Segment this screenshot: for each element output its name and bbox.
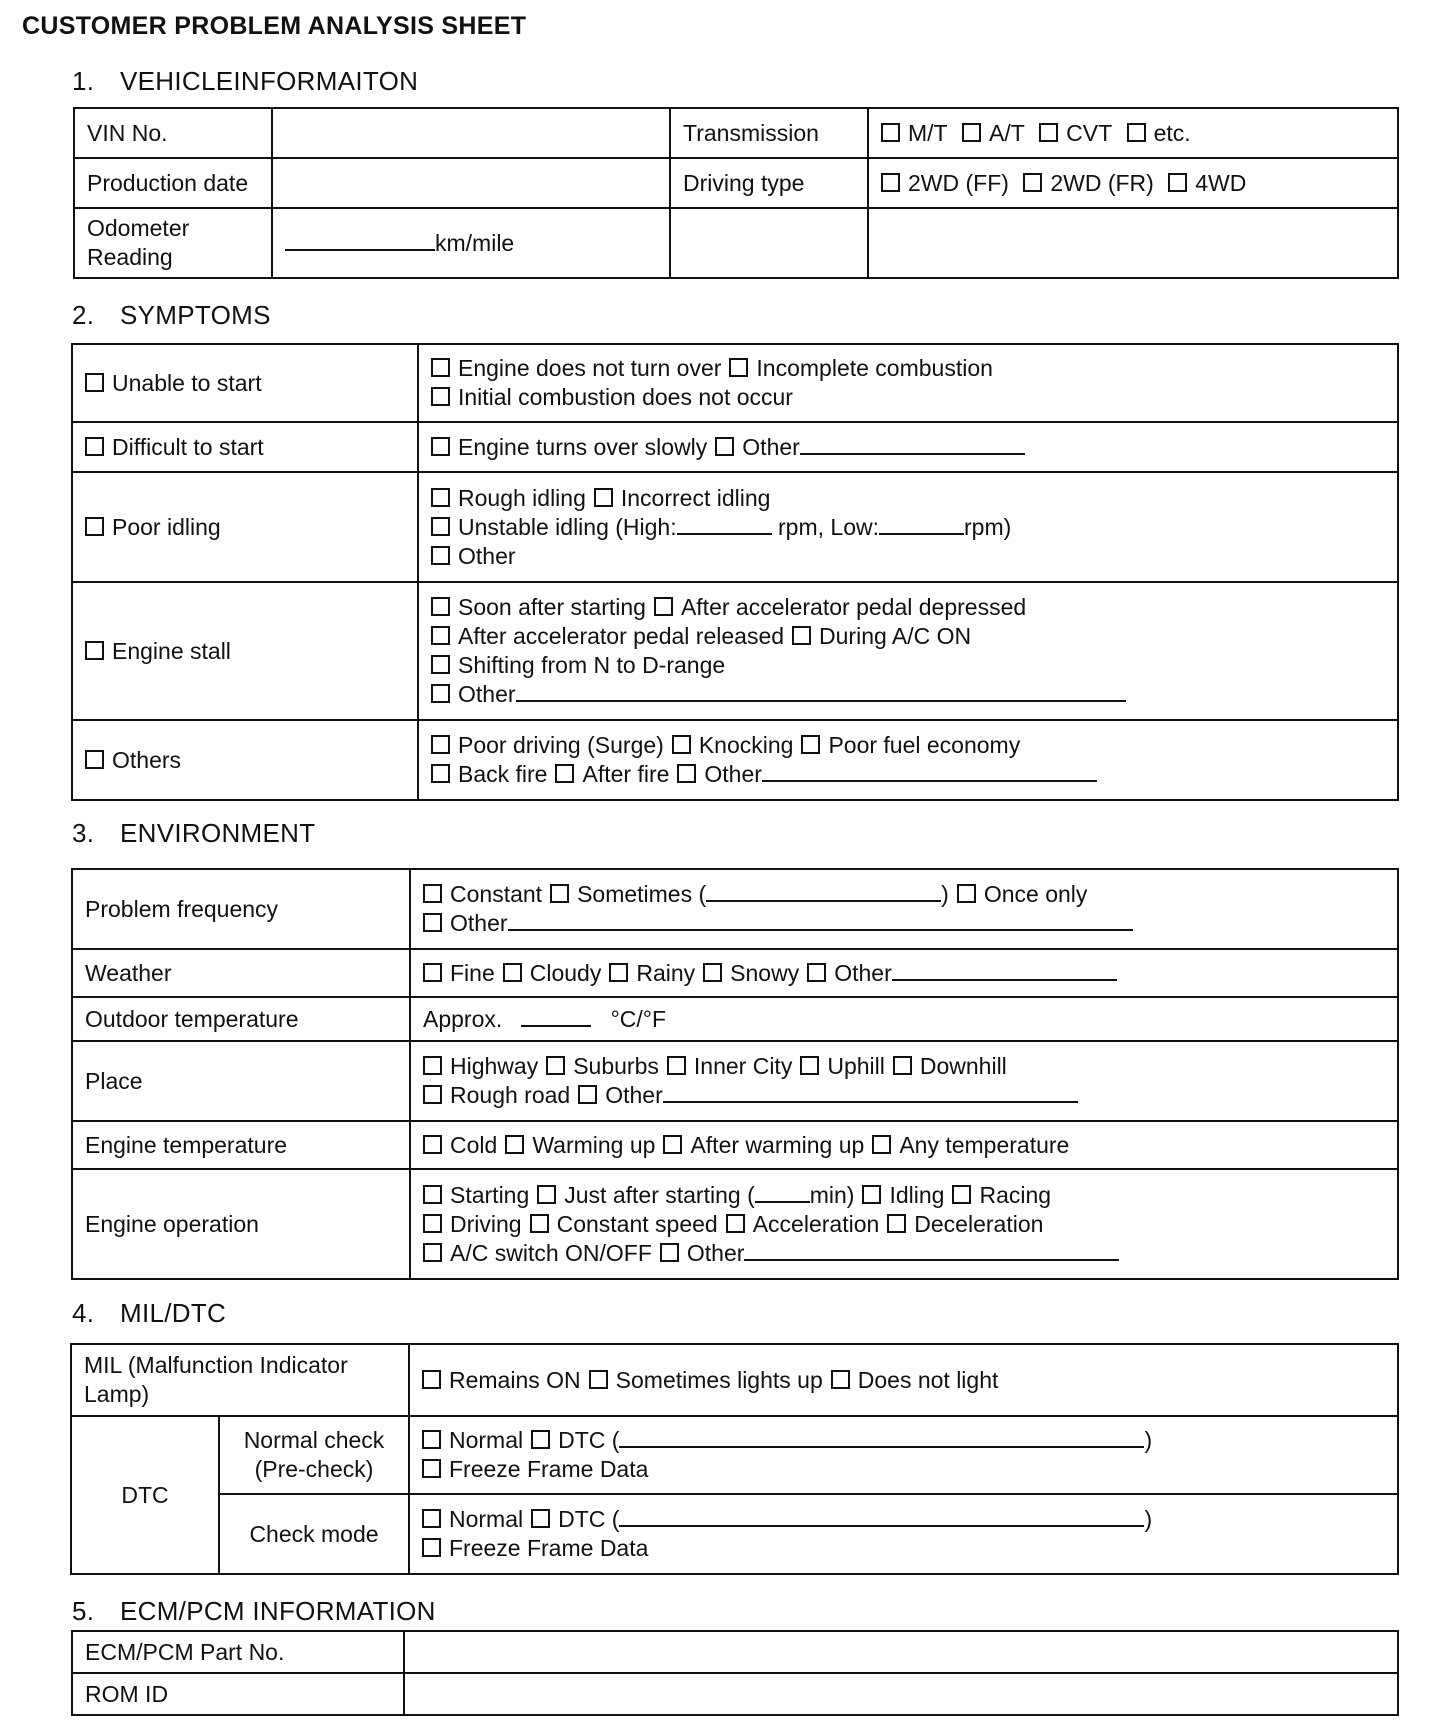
checkbox-others[interactable]: Others	[72, 720, 418, 800]
section-heading-environment: 3. ENVIRONMENT	[72, 818, 316, 848]
checkbox-back-fire[interactable]: Back fire	[431, 761, 547, 787]
checkbox-acceleration[interactable]: Acceleration	[726, 1211, 880, 1237]
others-options	[418, 720, 1398, 800]
odometer-field[interactable]: km/mile	[272, 208, 670, 278]
checkbox-knocking[interactable]: Knocking	[672, 732, 794, 758]
checkbox-frequency-other[interactable]: Other	[423, 910, 1133, 936]
checkbox-checkmode-normal[interactable]: Normal	[422, 1506, 523, 1532]
section-heading-vehicle-info: 1. VEHICLEINFORMAITON	[72, 66, 419, 96]
checkbox-rough-road[interactable]: Rough road	[423, 1082, 570, 1108]
unable-to-start-options	[418, 344, 1398, 422]
checkbox-4wd[interactable]: 4WD	[1168, 170, 1246, 196]
section-heading-mil-dtc: 4. MIL/DTC	[72, 1298, 227, 1328]
checkbox-initial-combustion[interactable]: Initial combustion does not occur	[431, 384, 793, 410]
checkbox-turns-over-slowly[interactable]: Engine turns over slowly	[431, 434, 707, 460]
checkbox-during-ac-on[interactable]: During A/C ON	[792, 623, 971, 649]
checkbox-any-temperature[interactable]: Any temperature	[872, 1132, 1069, 1158]
mil-options	[409, 1344, 1398, 1416]
symptoms-table	[71, 343, 1399, 801]
checkbox-checkmode-dtc[interactable]: DTC ( )	[531, 1506, 1152, 1532]
checkbox-at[interactable]: A/T	[962, 120, 1025, 146]
checkbox-poor-fuel-economy[interactable]: Poor fuel economy	[801, 732, 1020, 758]
checkbox-incomplete-combustion[interactable]: Incomplete combustion	[729, 355, 993, 381]
section-heading-symptoms: 2. SYMPTOMS	[72, 300, 271, 330]
page-title: CUSTOMER PROBLEM ANALYSIS SHEET	[22, 12, 527, 40]
ecm-pcm-table	[71, 1630, 1399, 1716]
checkbox-difficult-to-start[interactable]: Difficult to start	[72, 422, 418, 472]
vin-field[interactable]	[272, 108, 670, 158]
checkbox-pedal-depressed[interactable]: After accelerator pedal depressed	[654, 594, 1026, 620]
engine-operation-label: Engine operation	[72, 1169, 410, 1279]
vin-label: VIN No.	[74, 108, 272, 158]
weather-label: Weather	[72, 949, 410, 997]
engine-temperature-options	[410, 1121, 1398, 1169]
checkbox-idling[interactable]: Idling	[862, 1182, 944, 1208]
empty-cell	[670, 208, 868, 278]
poor-idling-options	[418, 472, 1398, 582]
mil-label: MIL (Malfunction Indicator Lamp)	[71, 1344, 409, 1416]
checkbox-engine-stall[interactable]: Engine stall	[72, 582, 418, 720]
production-date-label: Production date	[74, 158, 272, 208]
checkbox-starting[interactable]: Starting	[423, 1182, 529, 1208]
checkbox-highway[interactable]: Highway	[423, 1053, 538, 1079]
ecm-pcm-part-field[interactable]	[404, 1631, 1398, 1673]
rom-id-field[interactable]	[404, 1673, 1398, 1715]
checkbox-precheck-freeze-frame[interactable]: Freeze Frame Data	[422, 1456, 648, 1482]
checkbox-constant[interactable]: Constant	[423, 881, 542, 907]
checkbox-unable-to-start[interactable]: Unable to start	[72, 344, 418, 422]
check-mode-options	[409, 1494, 1398, 1574]
checkbox-place-other[interactable]: Other	[578, 1082, 1078, 1108]
normal-check-label: Normal check (Pre-check)	[219, 1416, 409, 1494]
checkbox-rough-idling[interactable]: Rough idling	[431, 485, 586, 511]
transmission-label: Transmission	[670, 108, 868, 158]
driving-type-label: Driving type	[670, 158, 868, 208]
section-heading-ecm-pcm: 5. ECM/PCM INFORMATION	[72, 1596, 436, 1626]
engine-temperature-label: Engine temperature	[72, 1121, 410, 1169]
checkbox-pedal-released[interactable]: After accelerator pedal released	[431, 623, 784, 649]
checkbox-difficult-other[interactable]: Other	[715, 434, 1025, 460]
checkbox-poor-idling[interactable]: Poor idling	[72, 472, 418, 582]
vehicle-info-table	[73, 107, 1399, 279]
driving-type-options	[868, 158, 1398, 208]
weather-options	[410, 949, 1398, 997]
checkbox-sometimes[interactable]: Sometimes ( )	[550, 881, 949, 907]
checkbox-suburbs[interactable]: Suburbs	[546, 1053, 659, 1079]
checkbox-just-after-starting[interactable]: Just after starting ( min)	[537, 1182, 854, 1208]
checkbox-2wd-fr[interactable]: 2WD (FR)	[1023, 170, 1153, 196]
dtc-label: DTC	[71, 1416, 219, 1574]
engine-stall-options	[418, 582, 1398, 720]
problem-frequency-options	[410, 869, 1398, 949]
checkbox-etc[interactable]: etc.	[1127, 120, 1191, 146]
engine-operation-options	[410, 1169, 1398, 1279]
checkbox-fine[interactable]: Fine	[423, 960, 495, 986]
checkbox-precheck-normal[interactable]: Normal	[422, 1427, 523, 1453]
normal-check-options	[409, 1416, 1398, 1494]
empty-cell	[868, 208, 1398, 278]
checkbox-cloudy[interactable]: Cloudy	[503, 960, 602, 986]
place-options	[410, 1041, 1398, 1121]
checkbox-incorrect-idling[interactable]: Incorrect idling	[594, 485, 771, 511]
checkbox-idling-other[interactable]: Other	[431, 543, 516, 569]
checkbox-2wd-ff[interactable]: 2WD (FF)	[881, 170, 1009, 196]
checkbox-shifting-n-to-d[interactable]: Shifting from N to D-range	[431, 652, 725, 678]
environment-table	[71, 868, 1399, 1280]
checkbox-sometimes-lights-up[interactable]: Sometimes lights up	[589, 1367, 823, 1393]
checkbox-rainy[interactable]: Rainy	[609, 960, 695, 986]
checkbox-operation-other[interactable]: Other	[660, 1240, 1120, 1266]
checkbox-cvt[interactable]: CVT	[1039, 120, 1112, 146]
ecm-pcm-part-label: ECM/PCM Part No.	[72, 1631, 404, 1673]
checkbox-after-warming-up[interactable]: After warming up	[663, 1132, 864, 1158]
checkbox-unstable-idling[interactable]: Unstable idling (High: rpm, Low: rpm)	[431, 514, 1011, 540]
checkbox-mt[interactable]: M/T	[881, 120, 948, 146]
checkbox-others-other[interactable]: Other	[677, 761, 1097, 787]
checkbox-once-only[interactable]: Once only	[957, 881, 1088, 907]
production-date-field[interactable]	[272, 158, 670, 208]
rom-id-label: ROM ID	[72, 1673, 404, 1715]
place-label: Place	[72, 1041, 410, 1121]
check-mode-label: Check mode	[219, 1494, 409, 1574]
difficult-to-start-options	[418, 422, 1398, 472]
outdoor-temperature-field[interactable]: Approx. °C/°F	[410, 997, 1398, 1041]
outdoor-temperature-label: Outdoor temperature	[72, 997, 410, 1041]
transmission-options	[868, 108, 1398, 158]
checkbox-does-not-light[interactable]: Does not light	[831, 1367, 999, 1393]
checkbox-after-fire[interactable]: After fire	[555, 761, 669, 787]
checkbox-racing[interactable]: Racing	[952, 1182, 1051, 1208]
checkbox-downhill[interactable]: Downhill	[893, 1053, 1007, 1079]
checkbox-ac-switch[interactable]: A/C switch ON/OFF	[423, 1240, 652, 1266]
checkbox-warming-up[interactable]: Warming up	[505, 1132, 655, 1158]
checkbox-poor-driving[interactable]: Poor driving (Surge)	[431, 732, 664, 758]
checkbox-uphill[interactable]: Uphill	[800, 1053, 885, 1079]
odometer-label: Odometer Reading	[74, 208, 272, 278]
checkbox-precheck-dtc[interactable]: DTC ( )	[531, 1427, 1152, 1453]
checkbox-stall-other[interactable]: Other	[431, 681, 1126, 707]
checkbox-constant-speed[interactable]: Constant speed	[530, 1211, 718, 1237]
mil-dtc-table	[70, 1343, 1399, 1575]
checkbox-engine-not-turn[interactable]: Engine does not turn over	[431, 355, 721, 381]
checkbox-deceleration[interactable]: Deceleration	[887, 1211, 1043, 1237]
checkbox-weather-other[interactable]: Other	[807, 960, 1117, 986]
checkbox-remains-on[interactable]: Remains ON	[422, 1367, 581, 1393]
checkbox-inner-city[interactable]: Inner City	[667, 1053, 792, 1079]
checkbox-cold[interactable]: Cold	[423, 1132, 497, 1158]
checkbox-checkmode-freeze-frame[interactable]: Freeze Frame Data	[422, 1535, 648, 1561]
checkbox-snowy[interactable]: Snowy	[703, 960, 799, 986]
problem-frequency-label: Problem frequency	[72, 869, 410, 949]
checkbox-soon-after-starting[interactable]: Soon after starting	[431, 594, 646, 620]
checkbox-driving[interactable]: Driving	[423, 1211, 522, 1237]
